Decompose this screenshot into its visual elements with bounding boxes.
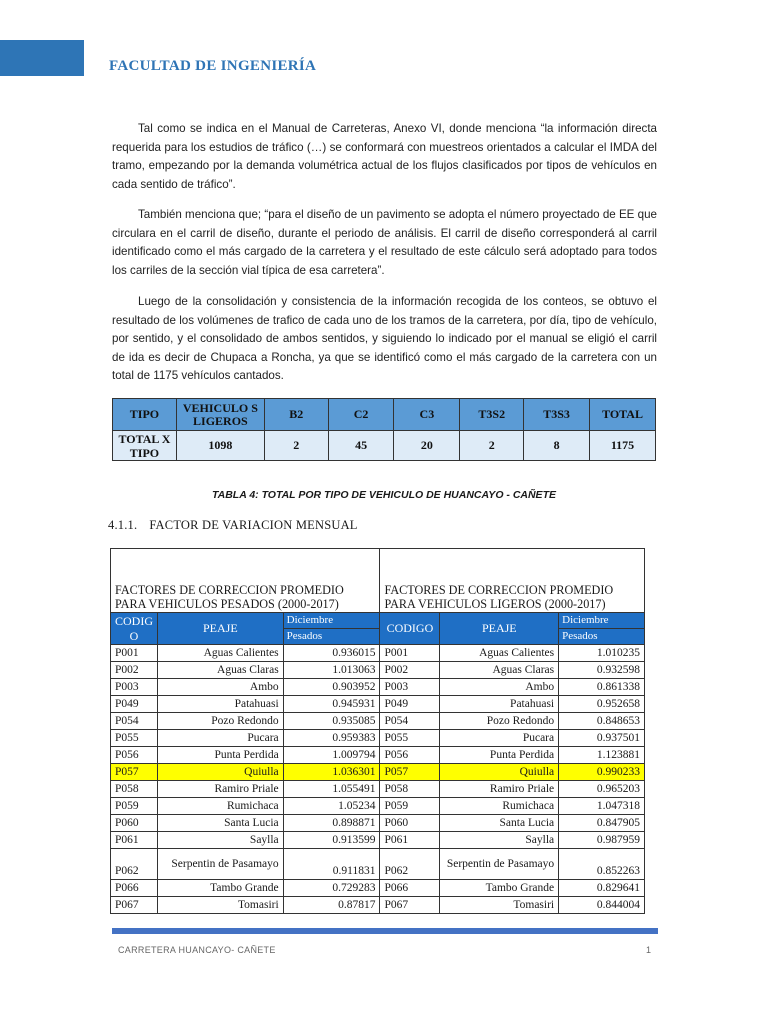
- peaje-cell: Rumichaca: [440, 798, 559, 815]
- code-cell: P054: [111, 713, 158, 730]
- table-row: [111, 713, 645, 730]
- table-row: [111, 764, 645, 781]
- header-accent-block: [0, 40, 84, 76]
- peaje-cell: Aguas Calientes: [440, 645, 559, 662]
- light-factor-cell: 1.123881: [559, 747, 645, 764]
- code-cell: P055: [111, 730, 158, 747]
- peaje-cell: Patahuasi: [440, 696, 559, 713]
- code-cell: P062: [111, 849, 158, 880]
- header-cell: T3S3: [524, 399, 590, 431]
- section-title: FACTOR DE VARIACION MENSUAL: [149, 518, 358, 532]
- peaje-cell: Serpentin de Pasamayo: [440, 849, 559, 880]
- factors-title-row: [111, 549, 645, 613]
- paragraph-consolidation: Luego de la consolidación y consistencia de la información recogida de los conteos, se obtuvo el resultado de los volúmenes de trafico de cada uno de los tramos de la carretera, por día, tipo de vehículo, por sentido, y el consolidado de ambos sentidos, y siguiendo lo indicado por el manual se eligió el carril de ida es decir de Chupaca a Roncha, ya que se identificó como el más cargado de la carretera con un total de 1175 vehículos cantados.: [112, 295, 657, 383]
- code-cell: P059: [111, 798, 158, 815]
- header-cell: TIPO: [113, 399, 177, 431]
- code-cell: P059: [380, 798, 440, 815]
- code-cell: P061: [380, 832, 440, 849]
- code-cell: P002: [111, 662, 158, 679]
- code-cell: P060: [380, 815, 440, 832]
- code-cell: P058: [380, 781, 440, 798]
- peaje-header-right: PEAJE: [440, 613, 559, 645]
- light-factor-cell: 0.829641: [559, 880, 645, 897]
- peaje-cell: Tambo Grande: [158, 880, 284, 897]
- page-number: 1: [646, 945, 652, 955]
- value-cell: 20: [394, 431, 460, 461]
- heavy-factor-cell: 1.036301: [283, 764, 380, 781]
- table-row: [111, 849, 645, 880]
- heavy-factor-cell: 0.87817: [283, 897, 380, 914]
- peaje-cell: Punta Perdida: [440, 747, 559, 764]
- section-number: 4.1.1.: [108, 518, 138, 532]
- code-cell: P061: [111, 832, 158, 849]
- header-cell: B2: [264, 399, 328, 431]
- code-header-right: CODIGO: [380, 613, 440, 645]
- peaje-cell: Quiulla: [440, 764, 559, 781]
- code-cell: P057: [380, 764, 440, 781]
- peaje-cell: Santa Lucia: [440, 815, 559, 832]
- heavy-factor-cell: 1.055491: [283, 781, 380, 798]
- light-factor-cell: 0.861338: [559, 679, 645, 696]
- code-cell: P054: [380, 713, 440, 730]
- peaje-cell: Pozo Redondo: [158, 713, 284, 730]
- peaje-cell: Saylla: [440, 832, 559, 849]
- light-factor-cell: 1.010235: [559, 645, 645, 662]
- peaje-header-left: PEAJE: [158, 613, 284, 645]
- heavy-factor-cell: 0.729283: [283, 880, 380, 897]
- factors-header-row: [111, 613, 645, 629]
- paragraph-manual: Tal como se indica en el Manual de Carreteras, Anexo VI, donde menciona “la información directa requerida para los estudios de tráfico (…) se conformará con muestreos orientados a calcular el IMDA del tramo, empezando por la demanda volumétrica actual de los flujos clasificados por tipos de vehículos en cada sentido de tráfico”.: [112, 122, 657, 191]
- code-cell: P002: [380, 662, 440, 679]
- peaje-cell: Quiulla: [158, 764, 284, 781]
- table-row: [111, 798, 645, 815]
- heavy-factor-cell: 0.911831: [283, 849, 380, 880]
- table-row: [111, 730, 645, 747]
- light-factor-cell: 0.847905: [559, 815, 645, 832]
- heavy-factor-cell: 0.913599: [283, 832, 380, 849]
- paragraph-design-lane: También menciona que; “para el diseño de un pavimento se adopta el número proyectado de EE que circulara en el carril de diseño, durante el periodo de análisis. El carril de diseño corresponderá al carril identificado como el más cargado de la carretera y el resultado de este cálculo será adoptado para todos los carriles de la sección vial típica de esa carretera”.: [112, 208, 657, 277]
- light-factor-cell: 0.990233: [559, 764, 645, 781]
- code-cell: P066: [111, 880, 158, 897]
- table-row: [111, 662, 645, 679]
- section-heading: [108, 518, 358, 533]
- code-cell: P066: [380, 880, 440, 897]
- heavy-factor-cell: 0.935085: [283, 713, 380, 730]
- peaje-cell: Ambo: [440, 679, 559, 696]
- peaje-cell: Aguas Claras: [158, 662, 284, 679]
- code-cell: P057: [111, 764, 158, 781]
- code-cell: P001: [380, 645, 440, 662]
- peaje-cell: Rumichaca: [158, 798, 284, 815]
- table-row: [111, 897, 645, 914]
- peaje-cell: Ramiro Priale: [440, 781, 559, 798]
- light-factor-cell: 0.952658: [559, 696, 645, 713]
- light-factor-cell: 0.932598: [559, 662, 645, 679]
- correction-factors-table: [110, 548, 645, 914]
- code-cell: P055: [380, 730, 440, 747]
- table-row: [111, 832, 645, 849]
- light-vehicles-title: FACTORES DE CORRECCION PROMEDIO PARA VEHICULOS LIGEROS (2000-2017): [380, 549, 645, 613]
- faculty-title: FACULTAD DE INGENIERÍA: [109, 58, 317, 74]
- peaje-cell: Ramiro Priale: [158, 781, 284, 798]
- code-cell: P056: [111, 747, 158, 764]
- header-cell: T3S2: [460, 399, 524, 431]
- peaje-cell: Punta Perdida: [158, 747, 284, 764]
- light-factor-cell: 0.965203: [559, 781, 645, 798]
- table-row: [111, 747, 645, 764]
- code-cell: P062: [380, 849, 440, 880]
- heavy-vehicles-title: FACTORES DE CORRECCION PROMEDIO PARA VEHICULOS PESADOS (2000-2017): [111, 549, 380, 613]
- peaje-cell: Aguas Claras: [440, 662, 559, 679]
- vehicle-type-table: [112, 398, 656, 461]
- heavy-factor-cell: 0.936015: [283, 645, 380, 662]
- peaje-cell: Tomasiri: [158, 897, 284, 914]
- code-cell: P049: [111, 696, 158, 713]
- heavy-factor-cell: 0.898871: [283, 815, 380, 832]
- peaje-cell: Santa Lucia: [158, 815, 284, 832]
- peaje-cell: Patahuasi: [158, 696, 284, 713]
- peaje-cell: Saylla: [158, 832, 284, 849]
- peaje-cell: Tambo Grande: [440, 880, 559, 897]
- light-factor-cell: 0.987959: [559, 832, 645, 849]
- table-row: [111, 679, 645, 696]
- row-label: TOTAL X TIPO: [113, 431, 177, 461]
- table-row: [111, 696, 645, 713]
- light-factor-cell: 0.852263: [559, 849, 645, 880]
- value-cell: 8: [524, 431, 590, 461]
- peaje-cell: Pucara: [440, 730, 559, 747]
- heavy-factor-cell: 0.903952: [283, 679, 380, 696]
- peaje-cell: Aguas Calientes: [158, 645, 284, 662]
- code-cell: P049: [380, 696, 440, 713]
- table-caption: TABLA 4: TOTAL POR TIPO DE VEHICULO DE HUANCAYO - CAÑETE: [212, 489, 556, 501]
- light-factor-cell: 0.844004: [559, 897, 645, 914]
- value-cell: 1175: [590, 431, 656, 461]
- vehicle-type-total-row: [113, 431, 656, 461]
- peaje-cell: Pozo Redondo: [440, 713, 559, 730]
- code-cell: P067: [380, 897, 440, 914]
- header-cell: TOTAL: [590, 399, 656, 431]
- heavy-factor-cell: 1.009794: [283, 747, 380, 764]
- code-cell: P060: [111, 815, 158, 832]
- light-factor-cell: 1.047318: [559, 798, 645, 815]
- table-row: [111, 781, 645, 798]
- table-row: [111, 880, 645, 897]
- heavy-factor-cell: 0.959383: [283, 730, 380, 747]
- code-cell: P003: [111, 679, 158, 696]
- vehicle-type-header-row: [113, 399, 656, 431]
- code-cell: P056: [380, 747, 440, 764]
- peaje-cell: Tomasiri: [440, 897, 559, 914]
- value-cell: 45: [328, 431, 394, 461]
- code-cell: P001: [111, 645, 158, 662]
- month-header-right: Diciembre: [559, 613, 645, 629]
- code-cell: P003: [380, 679, 440, 696]
- peaje-cell: Pucara: [158, 730, 284, 747]
- footer-bar: [112, 928, 658, 934]
- code-cell: P067: [111, 897, 158, 914]
- value-cell: 1098: [176, 431, 264, 461]
- sub-header-left: Pesados: [283, 629, 380, 645]
- table-row: [111, 645, 645, 662]
- header-cell: C2: [328, 399, 394, 431]
- code-header-left: CODIG O: [111, 613, 158, 645]
- light-factor-cell: 0.848653: [559, 713, 645, 730]
- heavy-factor-cell: 1.013063: [283, 662, 380, 679]
- peaje-cell: Ambo: [158, 679, 284, 696]
- light-factor-cell: 0.937501: [559, 730, 645, 747]
- heavy-factor-cell: 1.05234: [283, 798, 380, 815]
- footer-title: CARRETERA HUANCAYO- CAÑETE: [118, 945, 276, 955]
- sub-header-right: Pesados: [559, 629, 645, 645]
- table-row: [111, 815, 645, 832]
- header-cell: C3: [394, 399, 460, 431]
- peaje-cell: Serpentin de Pasamayo: [158, 849, 284, 880]
- month-header-left: Diciembre: [283, 613, 380, 629]
- value-cell: 2: [460, 431, 524, 461]
- code-cell: P058: [111, 781, 158, 798]
- header-cell: VEHICULO S LIGEROS: [176, 399, 264, 431]
- heavy-factor-cell: 0.945931: [283, 696, 380, 713]
- value-cell: 2: [264, 431, 328, 461]
